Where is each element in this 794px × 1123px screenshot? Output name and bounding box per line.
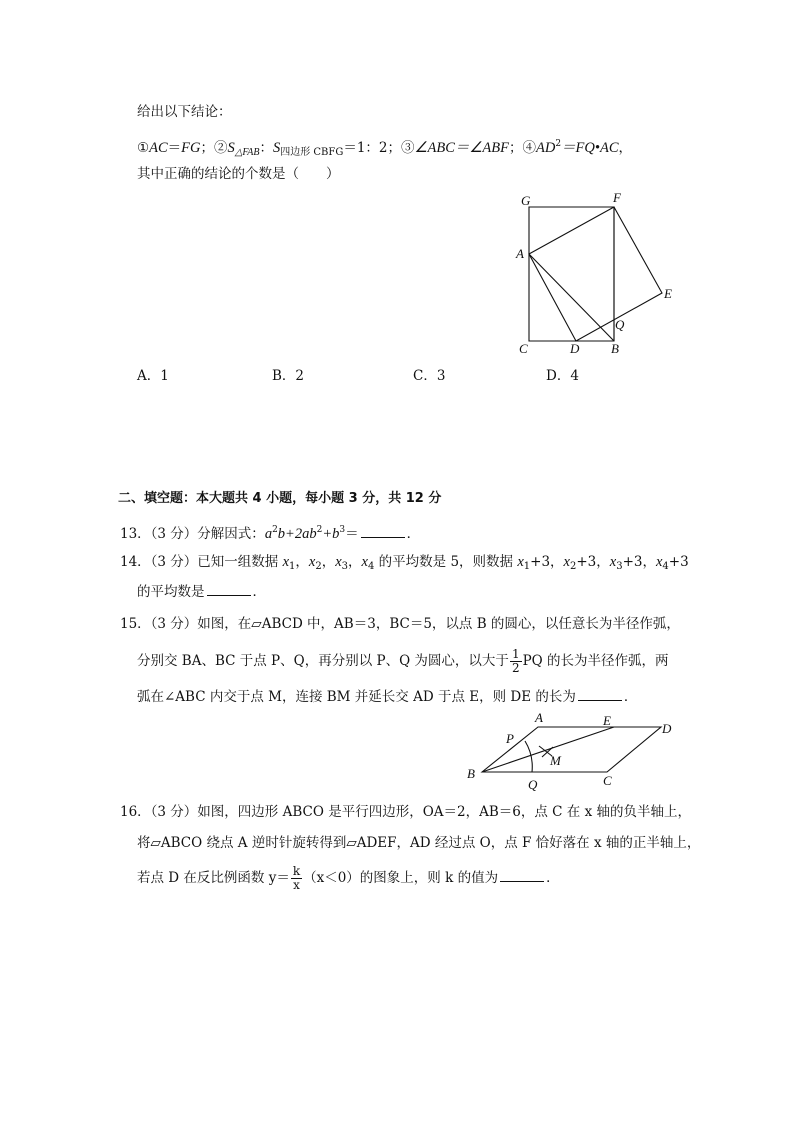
q13-expr-b: b+2ab bbox=[277, 526, 317, 542]
option-d[interactable]: D．4 bbox=[546, 368, 579, 384]
q12-conclusions bbox=[137, 134, 632, 163]
q14-y1: x bbox=[517, 554, 524, 570]
label-E: E bbox=[603, 713, 611, 728]
q14-comma: ， bbox=[321, 554, 336, 570]
q16-line3b: （x＜0）的图象上，则 k 的值为 bbox=[303, 870, 499, 886]
q16-line3a: 若点 D 在反比例函数 y＝ bbox=[137, 870, 290, 886]
label-D: D bbox=[662, 721, 672, 736]
q13-end: ． bbox=[406, 526, 421, 542]
question-15-line1: 15．（3 分）如图，在▱ABCD 中，AB＝3，BC＝5，以点 B 的圆心，以任意长为半径作弧， bbox=[120, 616, 680, 632]
q14-x1-sub: 1 bbox=[289, 561, 296, 572]
label-Q: Q bbox=[528, 777, 538, 792]
conclusion-1-lhs: AC bbox=[149, 140, 168, 156]
q14-plus: +3， bbox=[530, 554, 564, 570]
question-14-line2 bbox=[137, 582, 266, 602]
section-heading: 二、填空题：本大题共 4 小题，每小题 3 分，共 12 分 bbox=[118, 491, 442, 506]
question-15-line2 bbox=[137, 648, 669, 675]
q14-comma: ， bbox=[348, 554, 362, 570]
question-16-line1: 16．（3 分）如图，四边形 ABCO 是平行四边形，OA＝2，AB＝6，点 C 在 x 轴的负半轴上， bbox=[120, 804, 691, 820]
separator: ； bbox=[200, 140, 214, 156]
q14-y4-sub: 4 bbox=[662, 561, 669, 572]
option-c[interactable]: C．3 bbox=[413, 368, 446, 384]
q15-end: ． bbox=[623, 689, 638, 705]
q14-line2-text: 的平均数是 bbox=[137, 584, 205, 600]
question-16-line2: 将▱ABCO 绕点 A 逆时针旋转得到▱ADEF，AD 经过点 O，点 F 恰好落在 x 轴的正半轴上， bbox=[137, 835, 701, 851]
area-subscript-triangle: △FAB bbox=[234, 147, 260, 158]
q14-y3-sub: 3 bbox=[616, 561, 623, 572]
conclusion-2-mark: ② bbox=[213, 140, 228, 156]
conclusion-1-rhs: FG bbox=[181, 140, 201, 156]
q14-x4-sub: 4 bbox=[367, 561, 375, 572]
q14-prefix: 14．（3 分）已知一组数据 bbox=[120, 554, 283, 570]
q16-end: ． bbox=[546, 870, 560, 886]
label-C: C bbox=[519, 341, 528, 356]
conclusion-4-end: ， bbox=[618, 140, 632, 156]
area-symbol: S bbox=[227, 140, 235, 156]
fraction-k-over-x bbox=[291, 865, 302, 892]
q14-comma: ， bbox=[295, 554, 309, 570]
label-F: F bbox=[613, 190, 621, 205]
label-B: B bbox=[611, 341, 619, 356]
q14-plus: +3， bbox=[576, 554, 610, 570]
separator: ； bbox=[508, 140, 523, 156]
q13-prefix: 13．（3 分）分解因式： bbox=[120, 526, 265, 542]
label-C: C bbox=[603, 773, 612, 788]
conclusion-4-mark: ④ bbox=[522, 140, 536, 156]
q12-question: 其中正确的结论的个数是（ ） bbox=[137, 166, 340, 182]
fraction-numerator: k bbox=[292, 864, 301, 878]
label-M: M bbox=[550, 753, 561, 768]
fraction-denominator: 2 bbox=[511, 661, 520, 675]
q14-mid: 的平均数是 5，则数据 bbox=[374, 554, 518, 570]
q15-line2a: 分别交 BA、BC 于点 P、Q，再分别以 P、Q 为圆心，以大于 bbox=[137, 653, 509, 669]
q15-line2b: PQ 的长为半径作弧，两 bbox=[522, 653, 669, 669]
q13-sup2: 2 bbox=[316, 525, 323, 535]
question-15-line3 bbox=[137, 687, 637, 707]
label-P: P bbox=[506, 731, 514, 746]
fraction-denominator: x bbox=[293, 878, 300, 892]
label-E: E bbox=[664, 286, 672, 301]
q14-x2: x bbox=[308, 554, 316, 570]
area-subscript-quad: 四边形 CBFG bbox=[280, 147, 344, 158]
rectangle-CBFG bbox=[529, 207, 614, 341]
q13-expr-a: a bbox=[264, 526, 273, 542]
fraction-numerator: 1 bbox=[511, 647, 520, 661]
q14-answer-blank[interactable] bbox=[207, 583, 251, 596]
q12-figure bbox=[500, 188, 690, 358]
q14-x3: x bbox=[335, 554, 342, 570]
q14-x3-sub: 3 bbox=[341, 561, 349, 572]
conclusion-3-text: ∠ABC＝∠ABF bbox=[414, 140, 509, 156]
q14-plus: +3 bbox=[668, 554, 689, 570]
q13-answer-blank[interactable] bbox=[361, 525, 405, 538]
q12-intro: 给出以下结论： bbox=[137, 104, 232, 120]
area-symbol-2: S bbox=[272, 140, 281, 156]
conclusion-4-sup: 2 bbox=[555, 139, 562, 149]
q16-answer-blank[interactable] bbox=[500, 869, 544, 882]
ratio-value: ＝1：2； bbox=[343, 140, 402, 156]
q13-eq: ＝ bbox=[345, 526, 359, 542]
q14-y4: x bbox=[655, 554, 663, 570]
q14-plus: +3， bbox=[622, 554, 656, 570]
conclusion-1-eq: ＝ bbox=[167, 140, 182, 156]
q15-figure bbox=[460, 708, 690, 793]
ratio-colon: ： bbox=[259, 140, 273, 156]
fraction-one-half bbox=[510, 648, 522, 675]
q14-x4: x bbox=[361, 554, 368, 570]
label-A: A bbox=[516, 246, 524, 261]
conclusion-4-rhs: ＝FQ•AC bbox=[561, 140, 619, 156]
label-G: G bbox=[521, 193, 531, 208]
option-a[interactable]: A．1 bbox=[137, 368, 169, 384]
q14-x2-sub: 2 bbox=[315, 561, 322, 572]
q13-sup1: 2 bbox=[272, 525, 278, 535]
q14-y2-sub: 2 bbox=[569, 561, 577, 572]
q14-y2: x bbox=[563, 554, 570, 570]
conclusion-3-mark: ③ bbox=[401, 140, 415, 156]
label-Q: Q bbox=[615, 317, 625, 332]
q15-line3-text: 弧在∠ABC 内交于点 M，连接 BM 并延长交 AD 于点 E，则 DE 的长为 bbox=[137, 689, 576, 705]
label-A: A bbox=[535, 710, 543, 725]
q14-x1: x bbox=[282, 554, 290, 570]
conclusion-1-mark: ① bbox=[137, 140, 150, 156]
conclusion-4-lhs: AD bbox=[535, 140, 556, 156]
question-16-line3 bbox=[137, 865, 560, 892]
q13-sup3: 3 bbox=[339, 525, 346, 535]
label-D: D bbox=[570, 341, 580, 356]
question-14-line1 bbox=[120, 552, 689, 577]
segment-BE bbox=[482, 727, 614, 772]
q13-expr-c: +b bbox=[322, 526, 340, 542]
q15-answer-blank[interactable] bbox=[578, 688, 622, 701]
q14-y3: x bbox=[609, 554, 617, 570]
option-b[interactable]: B．2 bbox=[272, 368, 305, 384]
segment-AB bbox=[529, 254, 614, 341]
question-13 bbox=[120, 520, 420, 544]
q14-y1-sub: 1 bbox=[523, 561, 531, 572]
q14-end: ． bbox=[252, 584, 266, 600]
label-B: B bbox=[467, 766, 475, 781]
